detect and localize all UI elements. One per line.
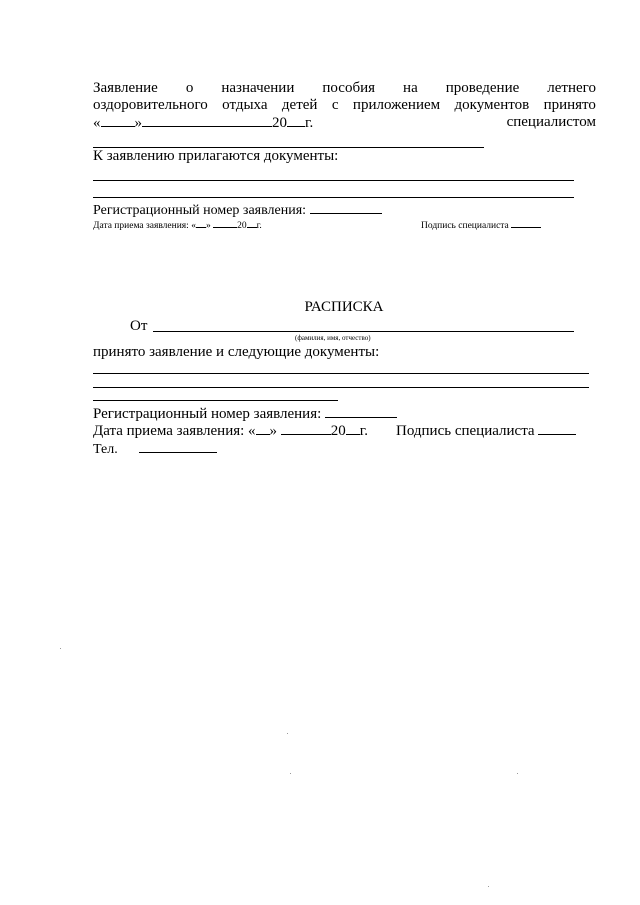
- attachments-label: К заявлению прилагаются документы:: [93, 148, 339, 164]
- registration-number-blank: [310, 201, 382, 214]
- date-label: Дата приема заявления: «: [93, 423, 256, 439]
- receipt-from-line: [153, 331, 574, 332]
- month-blank: [281, 422, 331, 435]
- registration-label: Регистрационный номер заявления:: [93, 203, 307, 218]
- day-blank: [256, 422, 270, 435]
- word: с: [331, 97, 339, 113]
- word: оздоровительного: [93, 97, 208, 113]
- word: отдыха: [222, 97, 268, 113]
- application-date-line: [93, 114, 313, 132]
- quote-close: »: [134, 115, 142, 131]
- quote-open: «: [93, 115, 101, 131]
- attachments-line-2: [93, 197, 574, 198]
- phone-blank: [139, 440, 217, 453]
- registration-label: Регистрационный номер заявления:: [93, 406, 322, 422]
- year-blank: [287, 114, 305, 127]
- year-blank: [346, 422, 360, 435]
- signature-line-receipt: [396, 422, 576, 440]
- registration-number-blank: [325, 405, 397, 418]
- receipt-doc-line-1: [93, 373, 589, 374]
- word: летнего: [547, 80, 596, 96]
- word: пособия: [322, 80, 376, 96]
- scan-speck: [488, 886, 489, 887]
- application-line-1: [93, 80, 596, 97]
- receipt-from-label: От: [130, 318, 148, 334]
- word: о: [185, 80, 194, 96]
- month-blank: [142, 114, 272, 127]
- registration-line-receipt: [93, 405, 397, 423]
- year-suffix: г.: [305, 115, 314, 131]
- word: документов: [454, 97, 530, 113]
- year-suffix: г.: [256, 221, 262, 231]
- registration-line-top: [93, 201, 382, 219]
- signature-label: Подпись специалиста: [396, 423, 535, 439]
- receipt-doc-line-3: [93, 400, 338, 401]
- application-line-2: [93, 97, 596, 114]
- date-received-line-receipt: [93, 422, 368, 440]
- signature-blank: [511, 219, 541, 228]
- year-blank: [247, 219, 257, 228]
- word: назначении: [221, 80, 295, 96]
- receipt-accepted-label: принято заявление и следующие документы:: [93, 344, 380, 360]
- quote-close: »: [205, 221, 211, 231]
- phone-line: [93, 440, 217, 458]
- year-suffix: г.: [359, 423, 369, 439]
- word: проведение: [445, 80, 520, 96]
- signature-line-top: [421, 219, 541, 231]
- signature-label: Подпись специалиста: [421, 221, 509, 231]
- scan-speck: [290, 773, 291, 774]
- day-blank: [196, 219, 206, 228]
- receipt-doc-line-2: [93, 387, 589, 388]
- day-blank: [101, 114, 135, 127]
- date-received-line-top: [93, 219, 262, 231]
- phone-label: Тел.: [93, 442, 118, 457]
- specialist-word: специалистом: [506, 114, 596, 130]
- scan-speck: [60, 648, 61, 649]
- year-prefix: 20: [272, 115, 287, 131]
- word: детей: [281, 97, 318, 113]
- receipt-title: [0, 299, 640, 316]
- quote-close: »: [269, 423, 278, 439]
- word: приложением: [352, 97, 441, 113]
- year-prefix: 20: [237, 221, 247, 231]
- fio-hint: (фамилия, имя, отчество): [295, 334, 371, 342]
- receipt-title-text: РАСПИСКА: [304, 299, 384, 315]
- attachments-line-1: [93, 180, 574, 181]
- word: Заявление: [93, 80, 158, 96]
- signature-blank: [538, 422, 576, 435]
- word: на: [403, 80, 418, 96]
- year-prefix: 20: [330, 423, 346, 439]
- month-blank: [213, 219, 237, 228]
- word: принято: [543, 97, 596, 113]
- date-label: Дата приема заявления: «: [93, 221, 196, 231]
- scan-speck: [517, 773, 518, 774]
- scan-speck: [287, 733, 288, 734]
